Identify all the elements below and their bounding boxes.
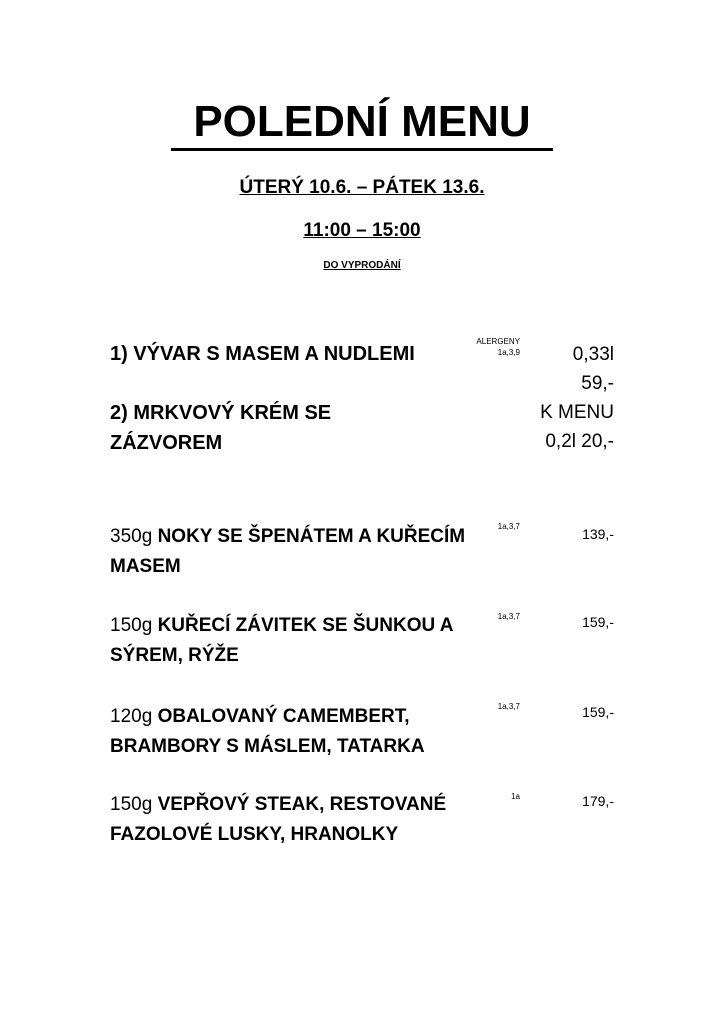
- dish-name: NOKY SE ŠPENÁTEM A KUŘECÍM MASEM: [110, 526, 466, 577]
- soup-price-line: 0,2l 20,-: [545, 431, 614, 452]
- page-title: POLEDNÍ MENU: [193, 97, 531, 146]
- dish-weight: 120g: [110, 706, 153, 727]
- dish-name: KUŘECÍ ZÁVITEK SE ŠUNKOU A SÝREM, RÝŽE: [110, 615, 453, 666]
- dish-allergens: 1a,3,7: [497, 702, 520, 711]
- availability-note: DO VYPRODÁNÍ: [323, 260, 401, 271]
- dish-name: VEPŘOVÝ STEAK, RESTOVANÉ FAZOLOVÉ LUSKY, HRANOLKY: [110, 794, 447, 845]
- dish-item: [110, 611, 480, 671]
- dish-item: [110, 522, 480, 582]
- soup-item-1: 1) VÝVAR S MASEM A NUDLEMI: [110, 343, 415, 365]
- dish-allergens: 1a,3,7: [497, 522, 520, 531]
- dish-allergens: 1a: [511, 792, 520, 801]
- dish-price: 179,-: [582, 793, 614, 809]
- dish-price: 139,-: [582, 526, 614, 542]
- soup-price-block: [500, 340, 614, 456]
- soup-price-line: K MENU: [540, 402, 614, 423]
- allergens-label: ALERGENY: [476, 337, 520, 346]
- dish-price: 159,-: [582, 614, 614, 630]
- dish-weight: 350g: [110, 526, 153, 547]
- soup-item-2: 2) MRKVOVÝ KRÉM SE ZÁZVOREM: [110, 402, 332, 454]
- dish-allergens: 1a,3,7: [497, 612, 520, 621]
- soup-allergens: 1a,3,9: [497, 348, 520, 357]
- date-range: ÚTERÝ 10.6. – PÁTEK 13.6.: [239, 177, 485, 198]
- soup-price-line: 0,33l: [572, 344, 614, 365]
- dish-price: 159,-: [582, 704, 614, 720]
- dish-item: [110, 702, 480, 762]
- dish-weight: 150g: [110, 615, 153, 636]
- dish-item: [110, 790, 480, 850]
- dish-weight: 150g: [110, 794, 153, 815]
- title-underline: [171, 148, 553, 151]
- opening-hours: 11:00 – 15:00: [303, 220, 421, 241]
- soup-price-line: 59,-: [581, 373, 614, 394]
- dish-name: OBALOVANÝ CAMEMBERT, BRAMBORY S MÁSLEM, TATARKA: [110, 706, 425, 757]
